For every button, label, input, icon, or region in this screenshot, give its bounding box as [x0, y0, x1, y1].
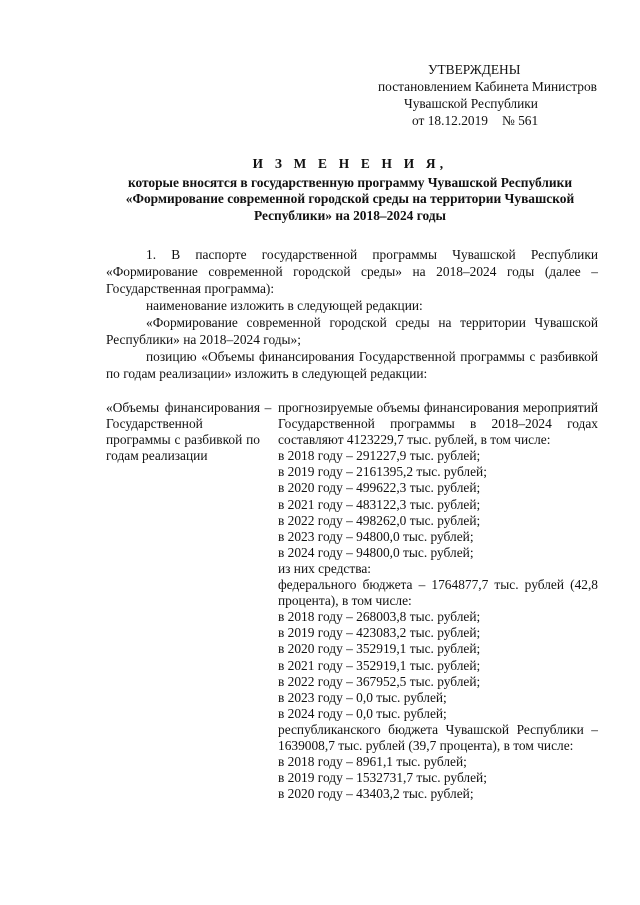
funding-line: в 2023 году – 0,0 тыс. рублей;: [278, 689, 447, 705]
federal-budget-total: федерального бюджета – 1764877,7 тыс. рублей (42,8 процента), в том числе:: [278, 577, 598, 609]
body-text: [106, 246, 598, 382]
funding-line: в 2021 году – 352919,1 тыс. рублей;: [278, 657, 481, 673]
funding-line: в 2019 году – 423083,2 тыс. рублей;: [278, 625, 481, 641]
approval-date-number: [378, 112, 618, 129]
approval-status: УТВЕРЖДЕНЫ: [428, 62, 521, 77]
funding-line: в 2018 году – 291227,9 тыс. рублей;: [278, 448, 481, 464]
funding-line: в 2024 году – 0,0 тыс. рублей;: [278, 705, 447, 721]
republic-budget-total: республиканского бюджета Чувашской Республики – 1639008,7 тыс. рублей (39,7 процента), в том числе:: [278, 721, 598, 753]
passport-dash: –: [264, 400, 272, 415]
funding-line: в 2020 году – 499622,3 тыс. рублей;: [278, 480, 481, 496]
title-subtitle-line-3: Республики» на 2018–2024 годы: [254, 207, 446, 223]
approval-date: от 18.12.2019: [412, 113, 488, 128]
document-title: [100, 156, 600, 224]
funding-line: в 2019 году – 2161395,2 тыс. рублей;: [278, 464, 487, 480]
funding-line: в 2021 году – 483122,3 тыс. рублей;: [278, 496, 481, 512]
approval-region: Чувашской Республики: [404, 96, 538, 111]
body-paragraph: позицию «Объемы финансирования Государственной программы с разбивкой по годам реализации» изложить в следующей редакции:: [106, 349, 598, 381]
funding-line: в 2018 году – 8961,1 тыс. рублей;: [278, 754, 467, 770]
title-heading: И З М Е Н Е Н И Я,: [252, 156, 448, 171]
funding-line: в 2020 году – 352919,1 тыс. рублей;: [278, 641, 481, 657]
approval-issuer: постановлением Кабинета Министров: [378, 79, 597, 94]
funding-line: в 2024 году – 94800,0 тыс. рублей;: [278, 544, 474, 560]
passport-content-cell: [278, 400, 598, 802]
approval-number: № 561: [501, 113, 539, 128]
funding-line: в 2018 году – 268003,8 тыс. рублей;: [278, 609, 481, 625]
funding-sources-heading: из них средства:: [278, 560, 372, 576]
funding-line: в 2023 году – 94800,0 тыс. рублей;: [278, 528, 474, 544]
passport-label: «Объемы финансирования Государственной программы с разбивкой по годам реализации: [106, 400, 260, 464]
title-subtitle-line-2: «Формирование современной городской среды на территории Чувашской: [125, 191, 575, 206]
funding-line: в 2019 году – 1532731,7 тыс. рублей;: [278, 770, 487, 786]
body-paragraph: «Формирование современной городской среды на территории Чувашской Республики» на 2018–2024 годы»;: [106, 315, 598, 347]
funding-total: прогнозируемые объемы финансирования мероприятий Государственной программы в 2018–2024 годах составляют 4123229,7 тыс. рублей, в том числе:: [278, 400, 598, 448]
title-subtitle-line-1: которые вносятся в государственную программу Чувашской Республики: [127, 174, 573, 190]
funding-line: в 2022 году – 498262,0 тыс. рублей;: [278, 512, 481, 528]
approval-stamp: [378, 61, 618, 129]
funding-line: в 2022 году – 367952,5 тыс. рублей;: [278, 673, 481, 689]
funding-line: в 2020 году – 43403,2 тыс. рублей;: [278, 786, 474, 802]
passport-label-cell: [106, 400, 260, 464]
body-paragraph: наименование изложить в следующей редакции:: [146, 298, 423, 313]
body-paragraph: 1. В паспорте государственной программы Чувашской Республики «Формирование современной городской среды» на 2018–2024 годы (далее – Государственная программа):: [106, 247, 598, 296]
